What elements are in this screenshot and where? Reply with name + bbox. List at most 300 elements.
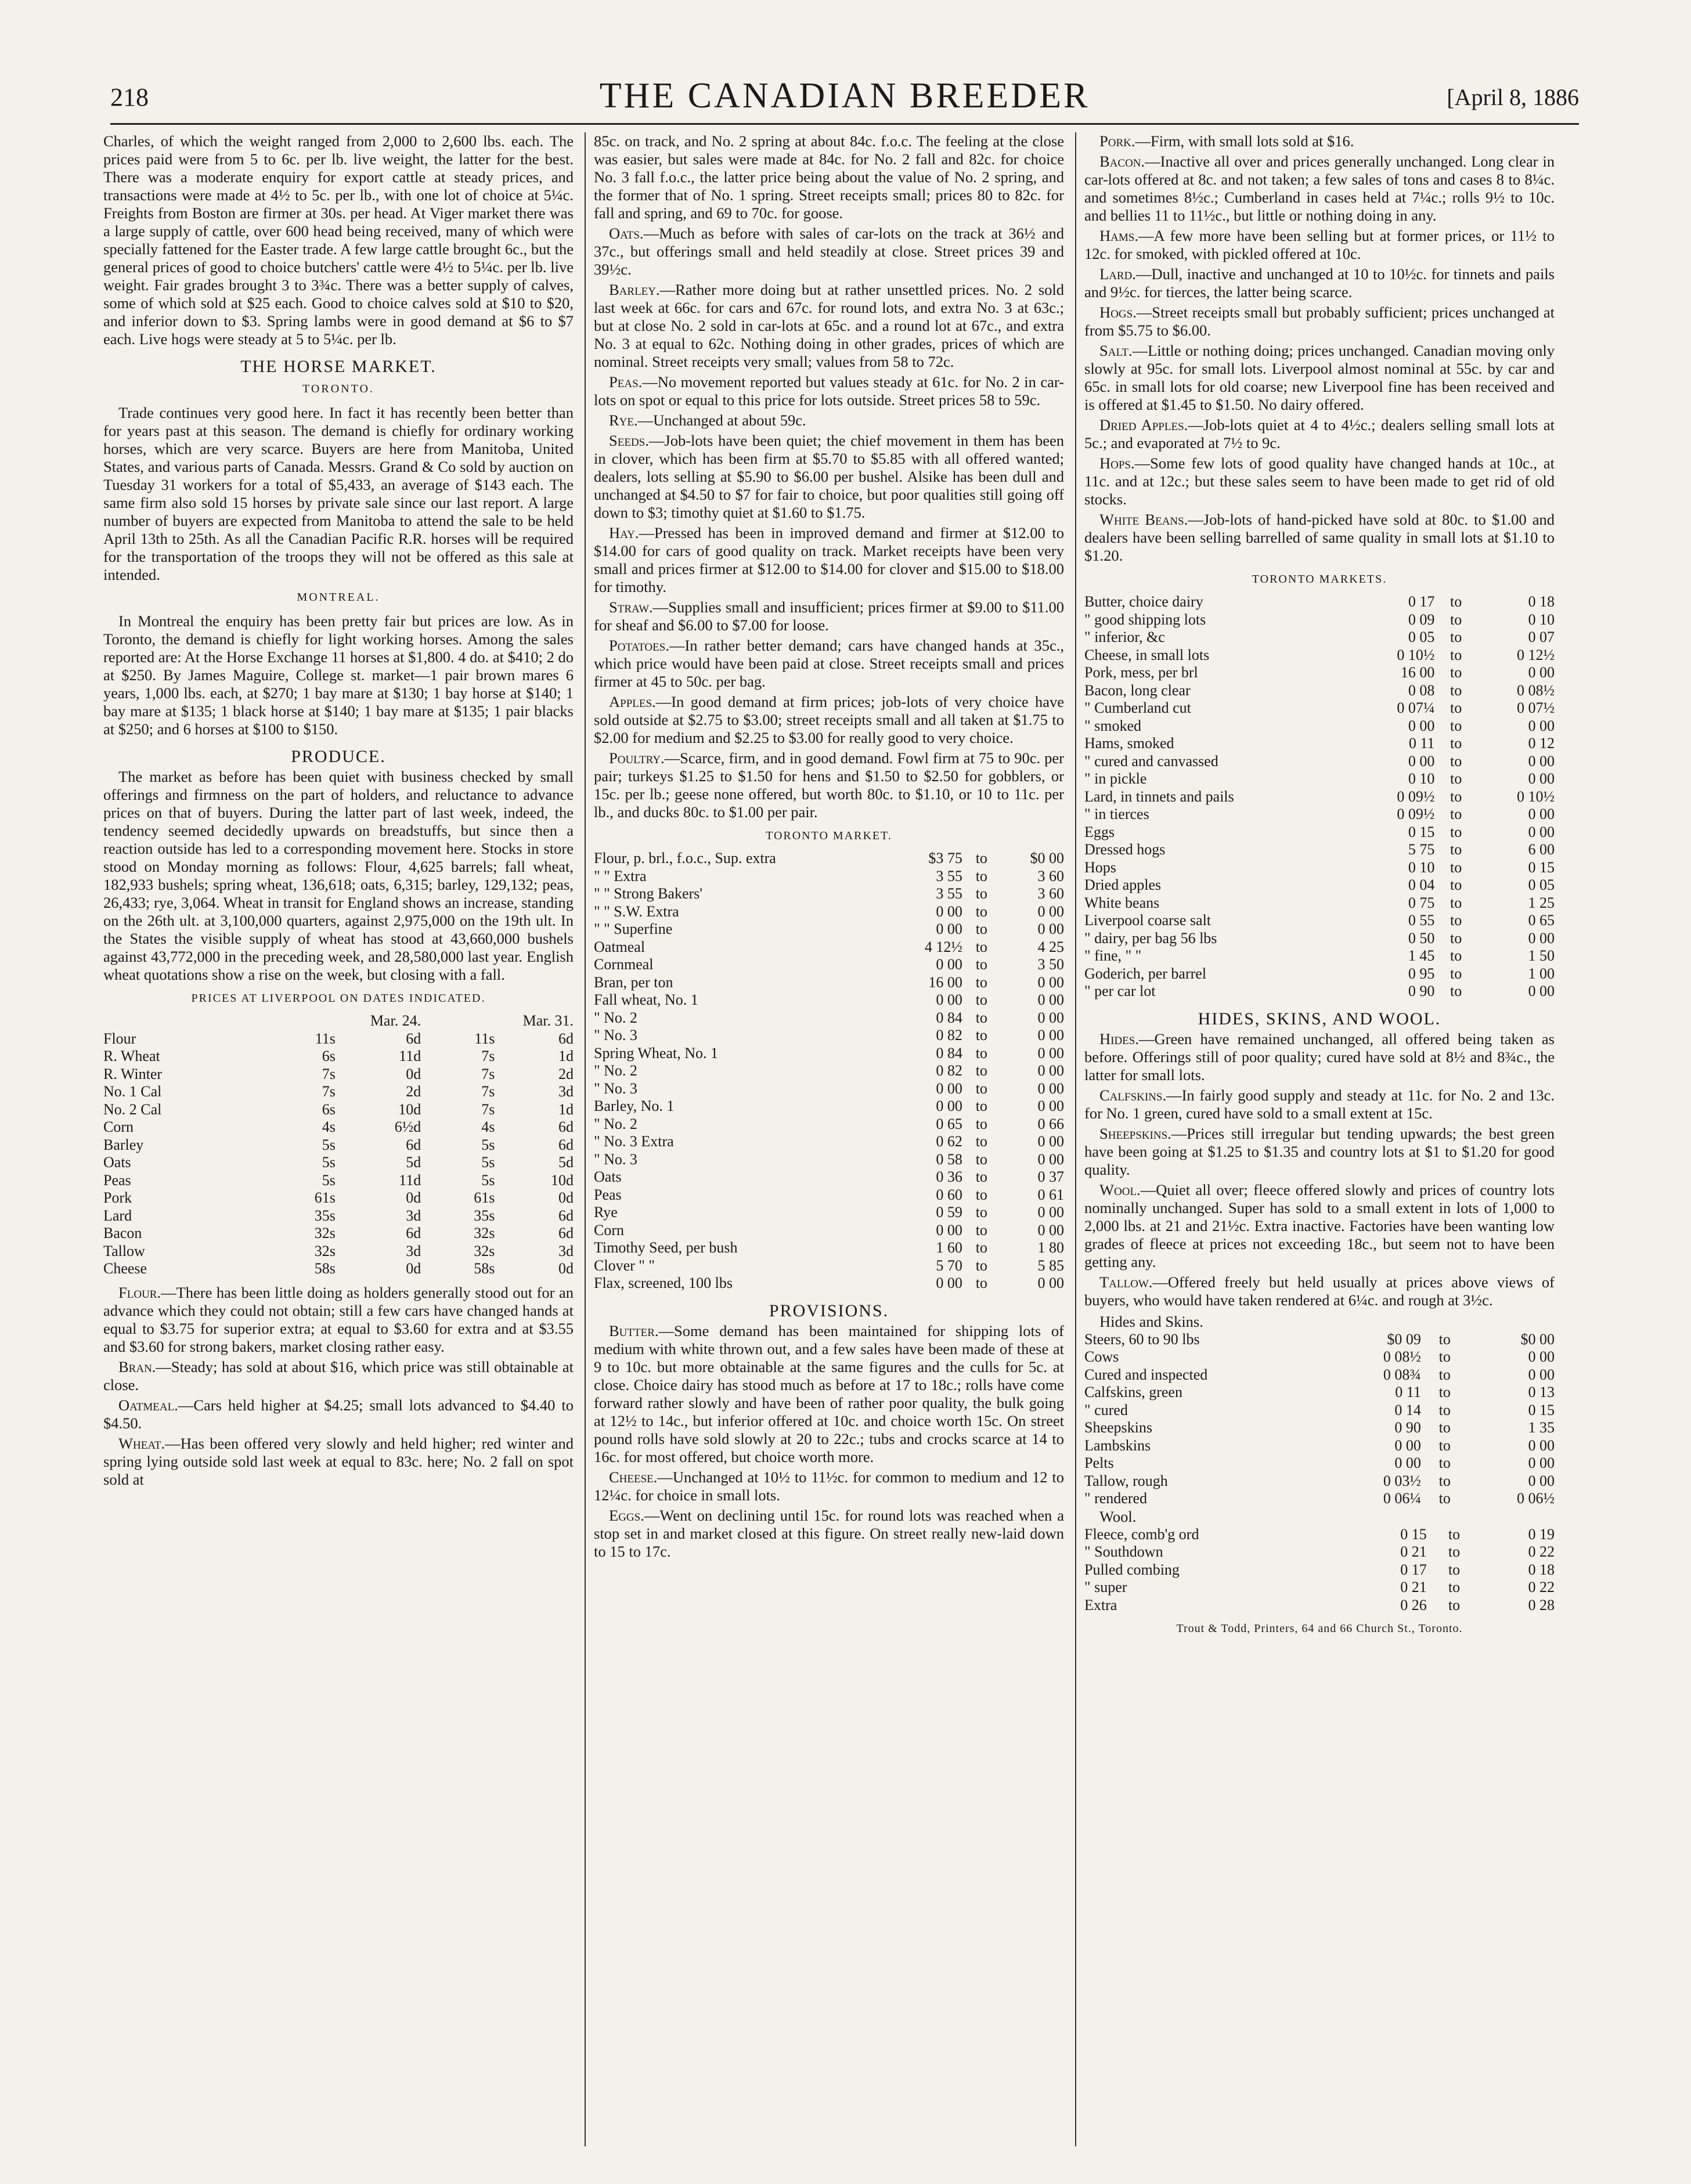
table-cell-to: to <box>975 867 987 885</box>
table-cell-b1: 5s <box>481 1136 495 1153</box>
table-cell-hi: 0 00 <box>1528 1348 1555 1365</box>
table-cell-hi: 0 00 <box>1037 1027 1064 1044</box>
table-cell-a1: 7s <box>322 1065 336 1082</box>
table-cell-lo: 0 03½ <box>1383 1472 1421 1489</box>
table-cell-a2: 0d <box>406 1260 421 1277</box>
table-cell-to: to <box>975 1221 987 1239</box>
table-cell-hi: 0 07 <box>1528 629 1555 645</box>
table-cell-to: to <box>975 1080 987 1097</box>
table-cell-b2: 0d <box>558 1260 574 1277</box>
table-row <box>1084 806 1555 824</box>
table-cell-to: to <box>1450 664 1462 681</box>
entry-text: —Scarce, firm, and in good demand. Fowl firm at 75 to 90c. per pair; turkeys $1.25 to $1.50 for hens and $1.50 to $2.50 for gobblers, or 15c. per lb.; geese none offered, but worth 80c. to $1.10, or 10 to 11c. per lb., and ducks 80c. to $1.00 per pair. <box>594 749 1064 821</box>
table-cell-hi: 0 22 <box>1528 1579 1555 1595</box>
table-cell-item: Peas <box>103 1171 131 1189</box>
table-cell-lo: 0 10 <box>1408 858 1435 876</box>
table-cell-b1: 32s <box>474 1242 495 1259</box>
column-divider <box>585 132 586 2146</box>
table-cell-b2: 6d <box>558 1207 574 1224</box>
table-cell-hi: 0 07½ <box>1517 699 1555 716</box>
table-cell-to: to <box>975 938 987 955</box>
table-cell-item: Dressed hogs <box>1084 841 1166 858</box>
entry-label: Butter. <box>609 1322 659 1340</box>
table-cell-hi: 1 25 <box>1528 894 1555 911</box>
table-cell-b1: 5s <box>481 1154 495 1171</box>
table-cell-a2: 10d <box>398 1100 421 1118</box>
table-cell-item: Barley, No. 1 <box>594 1098 675 1114</box>
entry-label: Oatmeal. <box>118 1396 178 1414</box>
table-row <box>1084 965 1555 983</box>
table-row <box>103 1083 574 1101</box>
table-cell-lo: 0 75 <box>1408 894 1435 911</box>
table-cell-item: " No. 3 <box>594 1027 637 1044</box>
table-cell-item: Liverpool coarse salt <box>1084 912 1212 929</box>
table-cell-to: to <box>975 1257 987 1274</box>
table-cell-to: to <box>975 1186 987 1203</box>
table-cell-item: " No. 2 <box>594 1009 637 1026</box>
table-row <box>594 868 1064 886</box>
entry-text: —Has been offered very slowly and held higher; red winter and spring lying outside sold last week at equal to 83c. here; No. 2 fall on spot sold at <box>103 1434 574 1488</box>
montreal-horse-paragraph: In Montreal the enquiry has been pretty fair but prices are low. As in Toronto, the demand is chiefly for light working horses. Among the sales reported are: At the Horse Exchange 11 horses at $1,800. 4 do. at $410; 2 do at $250. By James Maguire, College st. market—1 pair brown mares 6 years, 1,000 lbs. each, at $270; 1 bay mare at $130; 1 bay horse at $140; 1 bay mare at $135; 1 black horse at $140; 1 bay mare at $135; 1 pair blacks at $250; and 6 horses at $100 to $150. <box>103 612 574 738</box>
table-cell-item: Spring Wheat, No. 1 <box>594 1044 718 1062</box>
table-cell-to: to <box>1438 1401 1451 1418</box>
entry-text: —Street receipts small but probably sufficient; prices unchanged at from $5.75 to $6.00. <box>1084 304 1555 339</box>
table-cell-hi: 0 00 <box>1037 991 1064 1008</box>
table-row <box>1084 1437 1555 1455</box>
table-row <box>594 1027 1064 1045</box>
table-cell-item: Cornmeal <box>594 956 654 973</box>
table-cell-b2: 3d <box>558 1242 574 1259</box>
table-cell-to: to <box>1448 1579 1461 1595</box>
table-cell-b2: 0d <box>558 1189 574 1206</box>
table-cell-hi: 1 50 <box>1528 947 1555 964</box>
table-cell-hi: 0 65 <box>1528 912 1555 929</box>
table-cell-lo: 0 62 <box>936 1133 962 1150</box>
table-cell-lo: 3 55 <box>936 885 962 902</box>
table-row <box>1084 1419 1555 1437</box>
table-row <box>1084 1331 1555 1349</box>
table-cell-b1: 5s <box>481 1171 495 1189</box>
table-cell-item: Oats <box>103 1154 131 1171</box>
table-row <box>1084 1561 1555 1579</box>
entry-text: —Prices still irregular but tending upwards; the best green have been going at $1.25 to $1.35 and country lots at $1 to $1.20 for good quality. <box>1084 1124 1555 1178</box>
hides-skins-subheading: Hides and Skins. <box>1099 1312 1203 1330</box>
table-cell-b2: 10d <box>551 1171 574 1189</box>
table-cell-to: to <box>1438 1454 1451 1471</box>
table-cell-b2: 2d <box>558 1065 574 1082</box>
table-cell-item: " " S.W. Extra <box>594 903 679 920</box>
table-cell-lo: 0 58 <box>936 1150 962 1168</box>
entry-text: —Cars held higher at $4.25; small lots advanced to $4.40 to $4.50. <box>103 1396 574 1432</box>
table-cell-item: Oats <box>594 1168 622 1185</box>
table-cell-a2: 3d <box>406 1207 421 1224</box>
table-cell-lo: 0 17 <box>1400 1561 1427 1578</box>
table-cell-b1: 7s <box>481 1100 495 1118</box>
entry-label: Hogs. <box>1099 304 1137 321</box>
table-cell-to: to <box>1450 841 1462 858</box>
table-cell-b2: 6d <box>558 1225 574 1241</box>
table-cell-b1: 7s <box>481 1065 495 1082</box>
table-row <box>103 1030 574 1048</box>
table-row <box>1084 1490 1555 1508</box>
table-cell-item: " " Superfine <box>594 920 673 937</box>
entry-text: —Job-lots of hand-picked have sold at 80c. to $1.00 and dealers have been selling barrelled of same quality in small lots at $1.10 to $1.20. <box>1084 511 1555 564</box>
entry-text: —There has been little doing as holders generally stood out for an advance which they could not obtain; still a few cars have changed hands at equal to $3.75 for superior extra; at equal to $3.60 for extra and at $3.55 and $3.60 for strong bakers, market closing rather easy. <box>103 1283 574 1355</box>
table-cell-hi: 0 00 <box>1528 1454 1555 1471</box>
toronto-markets-table <box>1084 593 1555 1001</box>
table-cell-lo: 0 00 <box>936 991 962 1008</box>
table-cell-to: to <box>1450 611 1462 628</box>
table-cell-item: Cheese <box>103 1260 147 1277</box>
table-cell-lo: 0 17 <box>1408 593 1435 610</box>
entry-text: —Firm, with small lots sold at $16. <box>1135 132 1354 150</box>
entry-label: Bacon. <box>1099 153 1145 170</box>
liverpool-prices-table <box>103 1012 574 1278</box>
toronto-subheading: TORONTO. <box>302 382 374 395</box>
table-cell-to: to <box>1450 806 1462 822</box>
table-row <box>103 1207 574 1225</box>
table-cell-lo: $0 09 <box>1387 1330 1421 1348</box>
table-cell-item: " super <box>1084 1579 1127 1595</box>
table-cell-hi: 0 18 <box>1528 1561 1555 1578</box>
table-cell-lo: 0 21 <box>1400 1543 1427 1560</box>
table-cell-to: to <box>975 1150 987 1168</box>
table-cell-to: to <box>1450 699 1462 716</box>
table-cell-to: to <box>1450 681 1462 699</box>
table-cell-item: " in tierces <box>1084 806 1149 822</box>
table-cell-hi: 1 80 <box>1037 1239 1064 1256</box>
table-cell-item: " per car lot <box>1084 983 1156 999</box>
table-cell-hi: 0 00 <box>1037 1204 1064 1221</box>
table-cell-hi: 0 00 <box>1037 1062 1064 1079</box>
table-row <box>594 885 1064 903</box>
toronto-market-heading: TORONTO MARKET. <box>766 829 892 842</box>
table-row <box>594 1133 1064 1151</box>
table-cell-lo: 0 11 <box>1408 735 1435 752</box>
table-cell-to: to <box>975 1133 987 1150</box>
table-cell-hi: 0 06½ <box>1517 1490 1555 1507</box>
table-cell-lo: 0 10½ <box>1397 646 1435 663</box>
table-cell-item: R. Wheat <box>103 1048 160 1064</box>
table-cell-to: to <box>1450 717 1462 734</box>
produce-heading: PRODUCE. <box>291 747 386 766</box>
entry-label: Seeds. <box>609 432 649 449</box>
table-cell-a1: 5s <box>322 1171 336 1189</box>
table-cell-b2: 1d <box>558 1100 574 1118</box>
entry-text: —Unchanged at about 59c. <box>637 411 806 429</box>
table-cell-to: to <box>1450 929 1462 947</box>
table-cell-to: to <box>1438 1366 1451 1383</box>
table-cell-item: Corn <box>103 1118 134 1135</box>
entry-text: —Little or nothing doing; prices unchanged. Canadian moving only slowly at 95c. for small lots. Liverpool almost nominal at 55c. by car and 65c. in small lots for old coarse; new Liverpool fine has been received and is offered at $1.45 to $1.50. No dairy offered. <box>1084 342 1555 413</box>
table-cell-item: Clover " " <box>594 1257 655 1274</box>
table-cell-lo: 0 82 <box>936 1062 962 1079</box>
table-row <box>1084 735 1555 753</box>
table-cell-item: " No. 3 <box>594 1080 637 1097</box>
table-cell-hi: 3 60 <box>1037 885 1064 902</box>
table-cell-item: No. 1 Cal <box>103 1083 162 1100</box>
table-cell-lo: 5 70 <box>936 1257 962 1274</box>
table-cell-hi: 0 00 <box>1037 1009 1064 1026</box>
table-cell-hi: 6 00 <box>1528 841 1555 858</box>
entry-text: —Steady; has sold at about $16, which price was still obtainable at close. <box>103 1358 574 1394</box>
table-cell-hi: 3 50 <box>1037 956 1064 973</box>
table-cell-item: " No. 3 <box>594 1150 637 1168</box>
table-cell-hi: 0 00 <box>1037 1133 1064 1150</box>
entry-label: Rye. <box>609 411 638 429</box>
table-cell-item: Tallow <box>103 1242 145 1259</box>
table-cell-to: to <box>1448 1596 1461 1613</box>
table-row <box>1084 1384 1555 1402</box>
entry-text: —A few more have been selling but at former prices, or 11½ to 12c. for smoked, with pickled offered at 10c. <box>1084 227 1555 262</box>
entry-text: —Unchanged at 10½ to 11½c. for common to medium and 12 to 12¼c. for choice in small lots. <box>594 1468 1064 1504</box>
entry-label: Eggs. <box>609 1506 644 1524</box>
table-row <box>1084 1454 1555 1472</box>
entry-label: Hops. <box>1099 454 1135 472</box>
entry-label: Flour. <box>118 1283 161 1301</box>
table-cell-hi: 0 00 <box>1037 973 1064 991</box>
table-cell-a1: 11s <box>315 1030 336 1047</box>
table-cell-b1: 32s <box>474 1225 495 1241</box>
table-cell-a1: 5s <box>322 1136 336 1153</box>
table-cell-hi: 0 19 <box>1528 1525 1555 1543</box>
table-cell-lo: 0 06¼ <box>1383 1490 1421 1507</box>
table-cell-item: " cured <box>1084 1401 1128 1418</box>
table-cell-to: to <box>975 956 987 973</box>
column-2 <box>594 132 1064 2146</box>
table-cell-lo: 0 00 <box>1408 752 1435 770</box>
table-row <box>1084 699 1555 717</box>
table-cell-a2: 0d <box>406 1065 421 1082</box>
table-cell-lo: 0 00 <box>936 1275 962 1291</box>
table-cell-lo: 0 00 <box>936 1098 962 1114</box>
table-cell-hi: 0 00 <box>1528 983 1555 999</box>
table-row <box>1084 770 1555 788</box>
entry-text: —No movement reported but values steady at 61c. for No. 2 in car-lots on spot or equal to this price for lots outside. Street prices 58 to 59c. <box>594 373 1064 409</box>
table-cell-item: Cured and inspected <box>1084 1366 1208 1383</box>
table-cell-lo: 0 84 <box>936 1009 962 1026</box>
entry-label: Hay. <box>609 524 639 542</box>
table-cell-hi: 0 00 <box>1037 1098 1064 1114</box>
entry-text: —Rather more doing but at rather unsettled prices. No. 2 sold last week at 66c. for cars and 67c. for round lots, and extra No. 3 at 63c.; but at close No. 2 sold in car-lots at 65c. and a round lot at 67c., and extra No. 3 at equal to 62c. Nothing doing in other grades, prices of which are nominal. Street receipts very small; values from 58 to 72c. <box>594 281 1064 370</box>
table-cell-a1: 32s <box>314 1225 336 1241</box>
table-cell-item: Pork <box>103 1189 132 1206</box>
table-cell-to: to <box>975 991 987 1008</box>
table-cell-lo: $3 75 <box>928 850 962 867</box>
wool-subheading: Wool. <box>1099 1507 1137 1525</box>
table-cell-item: " No. 2 <box>594 1115 637 1132</box>
table-cell-item: Fall wheat, No. 1 <box>594 991 698 1008</box>
table-cell-a1: 6s <box>322 1100 336 1118</box>
table-row <box>594 956 1064 974</box>
table-cell-item: Goderich, per barrel <box>1084 965 1207 982</box>
page-number: 218 <box>110 83 149 111</box>
entry-label: Sheepskins. <box>1099 1124 1171 1142</box>
table-cell-to: to <box>1438 1419 1451 1436</box>
entry-text: —Quiet all over; fleece offered slowly and prices of country lots nominally unchanged. Super has sold to a small extent in lots of 1,000 to 2,000 lbs. at 21 and 21½c. Extra inactive. Factories have been wanting low grades of fleece at prices not exceeding 18c., but seem not to have been getting any. <box>1084 1181 1555 1270</box>
table-cell-a1: 61s <box>314 1189 336 1206</box>
table-cell-to: to <box>1450 876 1462 893</box>
table-cell-item: Eggs <box>1084 823 1115 840</box>
table-cell-to: to <box>1450 912 1462 929</box>
table-cell-lo: 0 55 <box>1408 912 1435 929</box>
table-cell-hi: 0 00 <box>1528 664 1555 681</box>
table-cell-item: Flax, screened, 100 lbs <box>594 1275 733 1291</box>
table-row <box>594 1151 1064 1169</box>
table-cell-lo: 0 08 <box>1408 681 1435 699</box>
table-cell-lo: 0 90 <box>1408 983 1435 999</box>
table-cell-b2: 6d <box>558 1118 574 1135</box>
table-cell-hi: 0 10½ <box>1517 788 1555 805</box>
entry-text: —In good demand at firm prices; job-lots of very choice have sold outside at $2.75 to $3.00; street receipts small and all taken at $1.75 to $2.00 for medium and $2.25 to $3.00 for really good to very choice. <box>594 693 1064 746</box>
toronto-markets-heading: TORONTO MARKETS. <box>1252 573 1387 586</box>
table-cell-lo: 0 00 <box>1394 1454 1421 1471</box>
table-cell-a2: 6d <box>406 1030 421 1047</box>
entry-label: Salt. <box>1099 342 1133 359</box>
entry-label: Bran. <box>118 1358 156 1376</box>
table-cell-hi: 3 60 <box>1037 867 1064 885</box>
table-cell-b2: 5d <box>558 1154 574 1171</box>
table-cell-a1: 7s <box>322 1083 336 1100</box>
table-cell-to: to <box>1438 1330 1451 1348</box>
table-cell-lo: 0 09½ <box>1397 788 1435 805</box>
table-cell-hi: 0 00 <box>1037 1221 1064 1239</box>
table-cell-lo: 1 45 <box>1408 947 1435 964</box>
table-row <box>1084 1543 1555 1561</box>
table-cell-hi: 0 00 <box>1528 823 1555 840</box>
table-cell-item: Dried apples <box>1084 876 1162 893</box>
entry-text: —Green have remained unchanged, all offered being taken as before. Offerings still of poor quality; cured have sold at 8½ and 8¾c., the latter for small lots. <box>1084 1030 1555 1084</box>
table-cell-hi: 0 37 <box>1037 1168 1064 1185</box>
entry-text: —Inactive all over and prices generally unchanged. Long clear in car-lots offered at 8c. and not taken; a few sales of tons and cases 8 to 8¼c. and sometimes 8½c.; Cumberland in cases held at 7¼c.; rolls 9½ to 10c. and bellies 11 to 11½c., but little or nothing doing in any. <box>1084 153 1555 224</box>
table-cell-item: Lambskins <box>1084 1436 1151 1454</box>
entry-label: Dried Apples. <box>1099 416 1188 434</box>
table-cell-to: to <box>1438 1490 1451 1507</box>
table-cell-item: Timothy Seed, per bush <box>594 1239 738 1256</box>
table-cell-item: Pork, mess, per brl <box>1084 664 1198 681</box>
table-cell-hi: 0 00 <box>1528 752 1555 770</box>
entry-label: Cheese. <box>609 1468 658 1486</box>
table-cell-item: " No. 3 Extra <box>594 1133 674 1150</box>
entry-text: —Much as before with sales of car-lots on the track at 36½ and 37c., but offerings small and held steadily at close. Street prices 39 and 39½c. <box>594 225 1064 278</box>
table-cell-hi: 0 13 <box>1528 1384 1555 1400</box>
table-row <box>594 1168 1064 1186</box>
table-cell-b1: 11s <box>474 1030 495 1047</box>
table-cell-item: " cured and canvassed <box>1084 752 1218 770</box>
entry-label: Apples. <box>609 693 656 710</box>
table-cell-lo: 4 12½ <box>924 938 962 955</box>
table-row <box>103 1066 574 1084</box>
montreal-subheading: MONTREAL. <box>297 591 380 604</box>
table-cell-lo: 0 60 <box>936 1186 962 1203</box>
table-cell-to: to <box>975 850 987 867</box>
table-row <box>103 1189 574 1207</box>
table-cell-to: to <box>975 1009 987 1026</box>
table-cell-lo: 0 15 <box>1400 1525 1427 1543</box>
table-row <box>103 1048 574 1066</box>
table-cell-hi: 4 25 <box>1037 938 1064 955</box>
table-cell-item: Bran, per ton <box>594 973 673 991</box>
table-cell-b2: 3d <box>558 1083 574 1100</box>
table-cell-hi: 0 15 <box>1528 1401 1555 1418</box>
table-cell-hi: 0 00 <box>1037 920 1064 937</box>
table-cell-item: Pelts <box>1084 1454 1114 1471</box>
table-row <box>594 1257 1064 1275</box>
table-cell-item: Lard, in tinnets and pails <box>1084 788 1234 805</box>
table-row <box>1084 682 1555 700</box>
table-row <box>1084 1348 1555 1366</box>
table-cell-lo: 0 10 <box>1408 770 1435 787</box>
table-cell-lo: 0 36 <box>936 1168 962 1185</box>
table-header-row <box>103 1012 574 1030</box>
table-cell-to: to <box>1450 646 1462 663</box>
entry-text: —Some few lots of good quality have changed hands at 10c., at 11c. and at 12c.; but these sales seem to have been made to get rid of old stocks. <box>1084 454 1555 508</box>
issue-date: [April 8, 1886 <box>1447 84 1579 110</box>
table-cell-hi: 0 12 <box>1528 735 1555 752</box>
table-cell-a1: 6s <box>322 1048 336 1064</box>
table-cell-lo: 0 82 <box>936 1027 962 1044</box>
table-cell-b1: 61s <box>474 1189 495 1206</box>
table-cell-to: to <box>1450 858 1462 876</box>
table-cell-lo: 0 90 <box>1394 1419 1421 1436</box>
table-cell-a1: 58s <box>314 1260 336 1277</box>
table-cell-hi: 0 00 <box>1037 1150 1064 1168</box>
table-cell-lo: 0 26 <box>1400 1596 1427 1613</box>
table-cell-item: No. 2 Cal <box>103 1100 162 1118</box>
table-cell-item: Flour <box>103 1030 136 1047</box>
table-cell-to: to <box>975 1062 987 1079</box>
table-cell-item: White beans <box>1084 894 1160 911</box>
table-cell-to: to <box>1450 965 1462 982</box>
table-row <box>1084 912 1555 930</box>
table-row <box>594 903 1064 921</box>
table-row <box>594 850 1064 868</box>
entry-text: —Dull, inactive and unchanged at 10 to 10½c. for tinnets and pails and 9½c. for tierces, the latter being scarce. <box>1084 265 1555 301</box>
table-cell-item: Tallow, rough <box>1084 1472 1168 1489</box>
table-cell-lo: 16 00 <box>928 973 962 991</box>
table-row <box>103 1243 574 1261</box>
table-cell-item: " smoked <box>1084 717 1141 734</box>
table-cell-to: to <box>975 1027 987 1044</box>
table-cell-hi: 0 18 <box>1528 593 1555 610</box>
table-cell-lo: 0 50 <box>1408 929 1435 947</box>
table-cell-lo: 0 05 <box>1408 629 1435 645</box>
table-cell-item: Steers, 60 to 90 lbs <box>1084 1330 1200 1348</box>
table-cell-a2: 11d <box>399 1048 421 1064</box>
entry-text: —Pressed has been in improved demand and firmer at $12.00 to $14.00 for cars of good quality on track. Market receipts have been very small and prices firmer at $12.00 to $14.00 for clover and $15.00 to $18.00 for timothy. <box>594 524 1064 595</box>
table-cell-item: " in pickle <box>1084 770 1147 787</box>
table-cell-lo: 5 75 <box>1408 841 1435 858</box>
table-cell-b1: 4s <box>481 1118 495 1135</box>
entry-label: Lard. <box>1099 265 1136 283</box>
table-cell-a2: 6d <box>406 1225 421 1241</box>
table-cell-hi: 1 00 <box>1528 965 1555 982</box>
entry-text: —Job-lots quiet at 4 to 4½c.; dealers selling small lots at 5c.; and evaporated at 7½ to 9c. <box>1084 416 1555 452</box>
table-cell-item: Rye <box>594 1204 618 1221</box>
table-cell-item: Flour, p. brl., f.o.c., Sup. extra <box>594 850 776 867</box>
table-row <box>1084 930 1555 948</box>
table-row <box>594 1275 1064 1293</box>
table-cell-to: to <box>1450 770 1462 787</box>
table-row <box>594 1098 1064 1116</box>
table-cell-item: " Southdown <box>1084 1543 1163 1560</box>
table-cell-a2: 6½d <box>394 1118 421 1135</box>
table-cell-item: Barley <box>103 1136 144 1153</box>
table-cell-lo: 0 00 <box>936 956 962 973</box>
table-cell-lo: 0 00 <box>1408 717 1435 734</box>
entry-text: —Went on declining until 15c. for round lots was reached when a stop set in and market closed at this figure. On street really new-laid down to 15 to 17c. <box>594 1506 1064 1560</box>
table-cell-a2: 5d <box>406 1154 421 1171</box>
